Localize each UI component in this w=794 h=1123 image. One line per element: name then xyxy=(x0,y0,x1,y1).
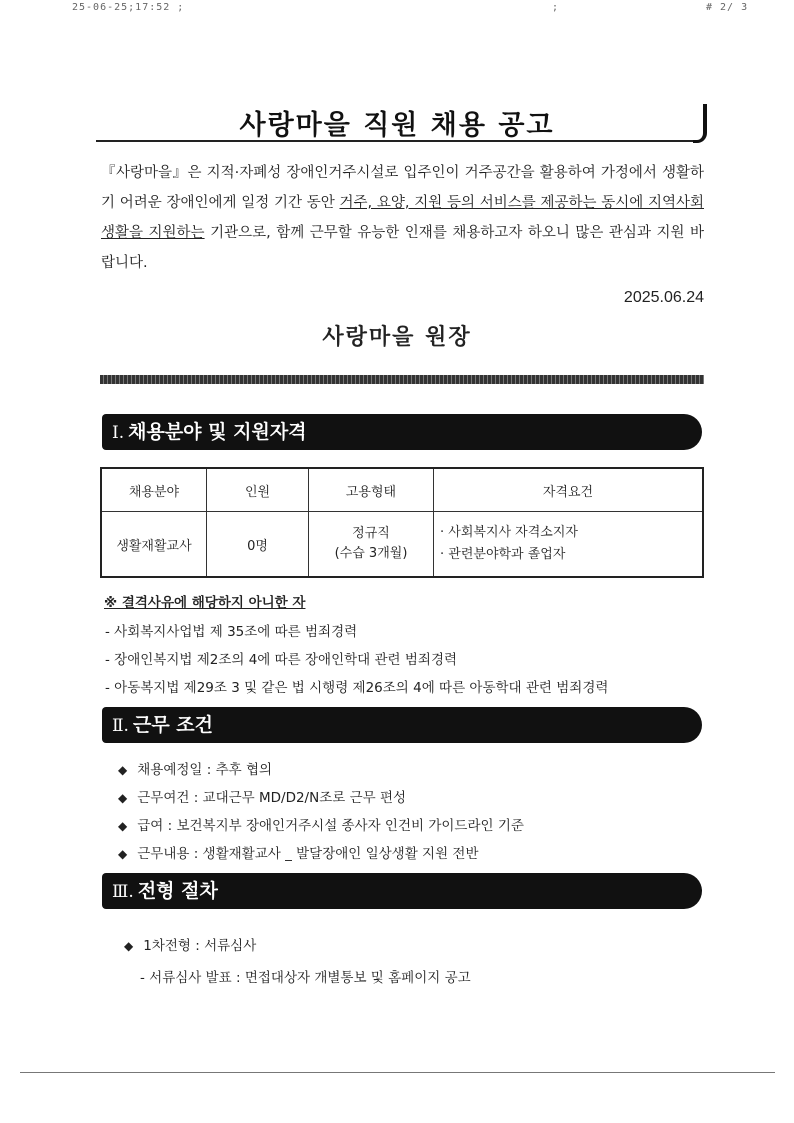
fax-header-mid: ; xyxy=(552,2,560,13)
process-step-text: 1차전형 : 서류심사 xyxy=(143,938,257,954)
divider-rule xyxy=(100,375,704,384)
condition-text: 근무여건 : 교대근무 MD/D2/N조로 근무 편성 xyxy=(137,790,407,806)
process-substep: - 서류심사 발표 : 면접대상자 개별통보 및 홈페이지 공고 xyxy=(140,970,471,986)
type-line: (수습 3개월) xyxy=(334,546,408,561)
table-header: 인원 xyxy=(207,468,309,512)
qualification-cell xyxy=(434,512,704,578)
intro-text-2: 기관으로, 함께 근무할 유능한 인재를 채용하고자 하오니 많은 관심과 지원 바랍니다. xyxy=(101,225,704,271)
field-cell: 생활재활교사 xyxy=(101,512,207,578)
disqualification-item: - 아동복지법 제29조 3 및 같은 법 시행령 제26조의 4에 따른 아동학대 관련 범죄경력 xyxy=(105,680,609,696)
fax-header-page: # 2/ 3 xyxy=(706,2,749,13)
intro-paragraph xyxy=(101,158,704,278)
condition-item xyxy=(118,786,406,806)
diamond-bullet-icon: ◆ xyxy=(118,847,128,861)
diamond-bullet-icon: ◆ xyxy=(118,763,128,777)
section-title: 채용분야 및 지원자격 xyxy=(128,421,307,443)
table-row xyxy=(101,512,703,578)
fax-header-left: 25-06-25;17:52 ; xyxy=(72,2,185,13)
title-underline xyxy=(96,140,700,142)
condition-text: 근무내용 : 생활재활교사 _ 발달장애인 일상생활 지원 전반 xyxy=(137,846,479,862)
disqualification-item: - 사회복지사업법 제 35조에 따른 범죄경력 xyxy=(105,624,358,640)
intro-text-1: 『사랑마을』은 지적·자폐성 장애인거주시설로 입주인이 거주공간을 활용하여 가정에서 생활하기 어려운 장애인에게 일정 기간 동안 xyxy=(101,165,704,211)
disqualification-title: ※ 결격사유에 해당하지 아니한 자 xyxy=(104,595,306,611)
document-title: 사랑마을 직원 채용 공고 xyxy=(239,110,555,141)
condition-item xyxy=(118,758,272,778)
condition-text: 채용예정일 : 추후 협의 xyxy=(137,762,273,778)
section-header-1 xyxy=(102,414,702,450)
section-number: Ⅱ. xyxy=(112,716,129,736)
section-header-2 xyxy=(102,707,702,743)
disqualification-item: - 장애인복지법 제2조의 4에 따른 장애인학대 관련 범죄경력 xyxy=(105,652,458,668)
director-signature: 사랑마을 원장 xyxy=(322,325,472,350)
title-bracket xyxy=(693,104,707,143)
qualification-item: · 관련분야학과 졸업자 xyxy=(440,547,566,562)
section-title: 근무 조건 xyxy=(132,714,213,736)
qualification-item: · 사회복지사 자격소지자 xyxy=(440,525,578,540)
type-line: 정규직 xyxy=(352,526,390,541)
diamond-bullet-icon: ◆ xyxy=(118,791,128,805)
intro-underlined: 거주, 요양, 지원 등의 서비스를 제공하는 동시에 지역사회생활을 지원하는 xyxy=(101,195,704,241)
process-step xyxy=(124,934,256,954)
footer-line xyxy=(20,1072,775,1073)
section-title: 전형 절차 xyxy=(137,880,218,902)
section-number: Ⅲ. xyxy=(112,882,134,902)
diamond-bullet-icon: ◆ xyxy=(124,939,134,953)
type-cell xyxy=(309,512,434,578)
condition-item xyxy=(118,814,524,834)
recruitment-table xyxy=(100,467,704,578)
table-header: 자격요건 xyxy=(434,468,704,512)
section-header-3 xyxy=(102,873,702,909)
table-header: 고용형태 xyxy=(309,468,434,512)
table-header-row xyxy=(101,468,703,512)
table-header: 채용분야 xyxy=(101,468,207,512)
diamond-bullet-icon: ◆ xyxy=(118,819,128,833)
condition-item xyxy=(118,842,479,862)
count-cell: 0명 xyxy=(207,512,309,578)
announcement-date: 2025.06.24 xyxy=(623,289,704,306)
condition-text: 급여 : 보건복지부 장애인거주시설 종사자 인건비 가이드라인 기준 xyxy=(137,818,524,834)
section-number: Ⅰ. xyxy=(112,423,125,443)
